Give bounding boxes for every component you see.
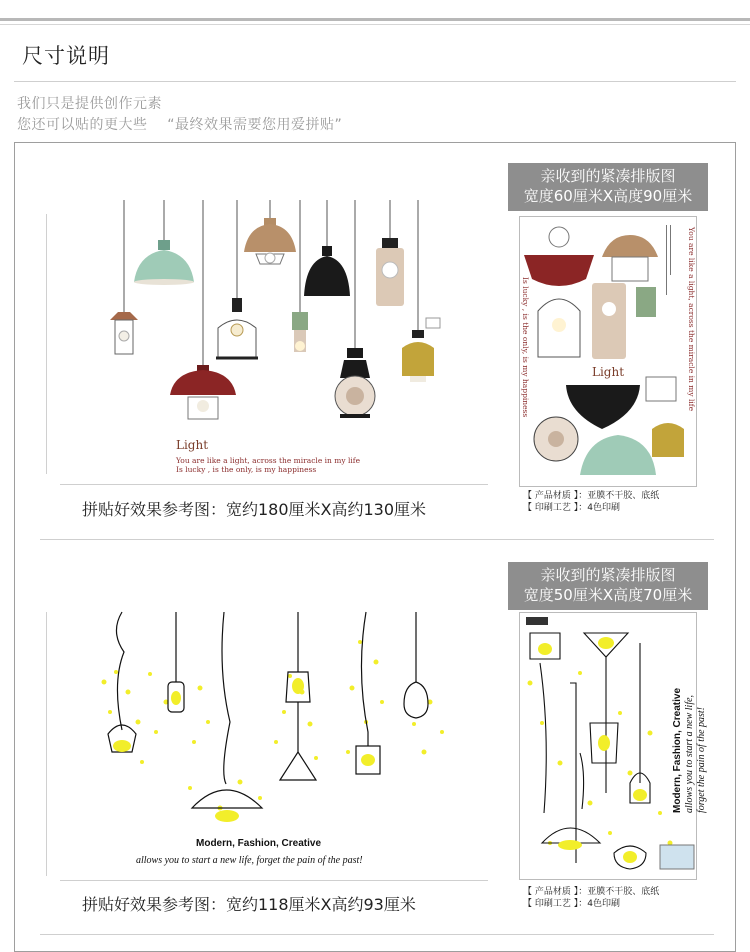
sheet-header bbox=[508, 163, 708, 211]
spec-material: 【 产品材质 】：亚膜不干胶、底纸 bbox=[523, 491, 660, 501]
preview-edge-line bbox=[46, 214, 47, 474]
sheet2-layout-image bbox=[519, 612, 707, 880]
sheet-lamps bbox=[520, 217, 698, 488]
preview2-title: Modern, Fashion, Creative bbox=[196, 838, 322, 849]
preview2-divider bbox=[60, 880, 488, 881]
beige-bottle-lamp bbox=[376, 238, 404, 306]
preview-light-title: Light bbox=[176, 438, 209, 452]
page-title: 尺寸说明 bbox=[22, 44, 110, 68]
sheet2-title-line1: 亲收到的紧凑排版图 bbox=[540, 566, 676, 584]
sheet2-vsub1: allows you to start a new life, bbox=[684, 694, 695, 813]
top-rule bbox=[0, 18, 750, 21]
sheet2-title-line2: 宽度50厘米X高度70厘米 bbox=[523, 586, 693, 604]
copper-cage-lamp bbox=[110, 312, 138, 354]
sheet-layout-image bbox=[519, 216, 697, 487]
green-lantern-lamp bbox=[292, 312, 308, 352]
sheet-title-line2: 宽度60厘米X高度90厘米 bbox=[523, 187, 693, 205]
mint-shade-lamp bbox=[134, 240, 194, 285]
sheet-title-line1: 亲收到的紧凑排版图 bbox=[540, 167, 676, 185]
intro-line-2: 您还可以贴的更大些 “最终效果需要您用爱拼贴” bbox=[17, 117, 343, 133]
red-shade-lamp bbox=[170, 365, 236, 419]
preview-light-line1: You are like a light, across the miracle in my life bbox=[176, 456, 361, 465]
star-field bbox=[102, 640, 445, 811]
sheet2-vsub2: forget the pain of the past! bbox=[696, 706, 707, 813]
title-divider bbox=[14, 81, 736, 82]
black-dome-lamp bbox=[304, 246, 350, 296]
modern-lamps-preview bbox=[90, 612, 460, 834]
sheet2-header bbox=[508, 562, 708, 610]
preview2-caption: 拼贴好效果参考图：宽约118厘米X高约93厘米 bbox=[82, 895, 416, 914]
tan-shade-lamp bbox=[244, 218, 296, 264]
preview-caption: 拼贴好效果参考图：宽约180厘米X高约130厘米 bbox=[82, 500, 427, 519]
preview-light-line2: Is lucky , is the only, is my happiness bbox=[176, 465, 317, 474]
preview-divider bbox=[60, 484, 488, 485]
preview2-edge-line bbox=[46, 612, 47, 876]
section-divider bbox=[40, 539, 714, 540]
lantern-lamp bbox=[335, 348, 375, 418]
sheet-vtext-right: You are like a light, across the miracle in my life bbox=[687, 227, 696, 412]
spec-print: 【 印刷工艺 】：4色印刷 bbox=[523, 503, 620, 513]
intro-line-1: 我们只是提供创作元素 bbox=[17, 96, 162, 112]
small-tag-icon bbox=[426, 318, 440, 328]
light-lamps-preview bbox=[60, 200, 460, 480]
spec2-material: 【 产品材质 】：亚膜不干胶、底纸 bbox=[523, 887, 660, 897]
cage-pendant-lamp bbox=[216, 298, 258, 358]
bottom-divider bbox=[40, 934, 714, 935]
sheet2-vtitle: Modern, Fashion, Creative bbox=[672, 687, 683, 813]
olive-bell-lamp bbox=[402, 330, 434, 382]
preview2-sub: allows you to start a new life, forget the pain of the past! bbox=[136, 855, 363, 866]
sheet-light-title: Light bbox=[592, 365, 625, 379]
sheet-vtext-left: Is lucky , is the only, is my happiness bbox=[521, 277, 530, 418]
top-rule-thin bbox=[0, 24, 750, 25]
spec2-print: 【 印刷工艺 】：4色印刷 bbox=[523, 899, 620, 909]
